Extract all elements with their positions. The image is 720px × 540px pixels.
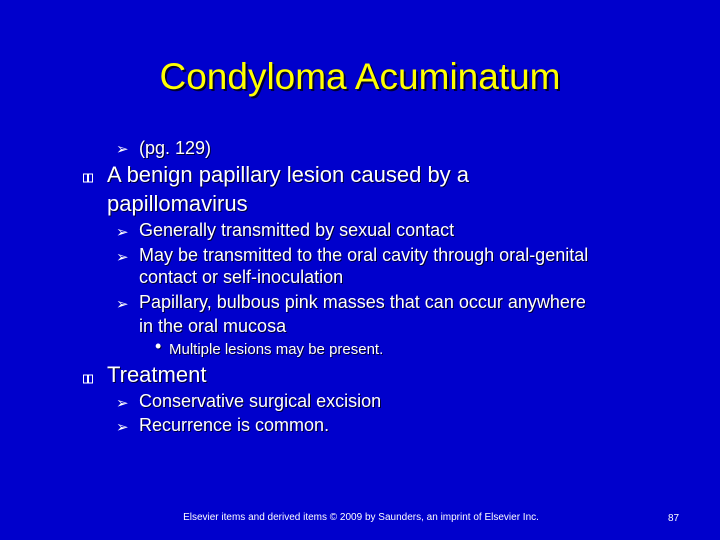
arrow-bullet-icon: ➢ (116, 419, 129, 436)
arrow-bullet-icon: ➢ (116, 249, 129, 266)
arrow-bullet-icon: ➢ (116, 224, 129, 241)
slide-title: Condyloma Acuminatum (159, 56, 561, 97)
sub-point-4: Conservative surgical excision (139, 391, 382, 411)
point-2: Treatment (107, 362, 207, 387)
arrow-bullet-icon: ➢ (116, 395, 129, 412)
point-1-line-1: A benign papillary lesion caused by a (107, 162, 470, 187)
arrow-bullet-icon: ➢ (116, 296, 129, 313)
sub-point-2-line-1: May be transmitted to the oral cavity through oral-genital (139, 245, 589, 265)
sub-point-1: Generally transmitted by sexual contact (139, 220, 455, 240)
sub-point-3-line-1: Papillary, bulbous pink masses that can occur anywhere (139, 292, 586, 312)
arrow-bullet-icon: ➢ (116, 141, 129, 158)
point-1-line-2: papillomavirus (107, 191, 248, 216)
sub-point-5: Recurrence is common. (139, 415, 330, 435)
sub-point-3-line-2: in the oral mucosa (139, 316, 287, 336)
dot-bullet-icon: • (155, 336, 162, 356)
book-icon (83, 374, 93, 384)
copyright-footer: Elsevier items and derived items © 2009 by Saunders, an imprint of Elsevier Inc. (183, 512, 539, 523)
book-icon (83, 173, 93, 183)
page-number: 87 (668, 513, 680, 524)
page-reference: (pg. 129) (139, 138, 212, 158)
sub-sub-point-1: Multiple lesions may be present. (169, 341, 384, 358)
sub-point-2-line-2: contact or self-inoculation (139, 267, 344, 287)
